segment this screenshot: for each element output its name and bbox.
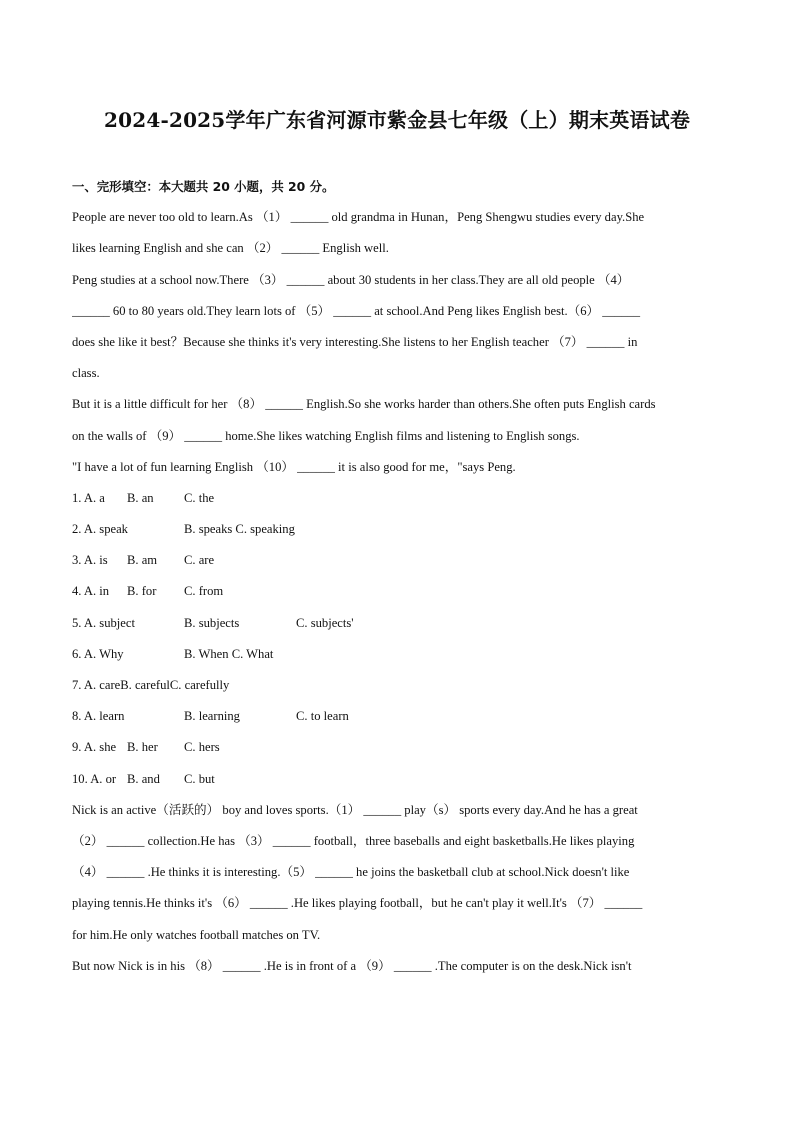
question-option-row [72,670,726,701]
passage-line: But now Nick is in his （8） ______ .He is in front of a （9） ______ .The computer is on the desk.Nick isn't [72,958,632,973]
option-b: B. an [127,490,154,505]
option-c: C. to learn [296,709,349,724]
passage-line: does she like it best？Because she thinks it's very interesting.She listens to her English teacher （7） ______ in [72,334,638,349]
option-c: C. subjects' [296,615,354,630]
option-b: B. her [127,740,158,755]
option-c: C. are [184,553,215,568]
question-option-row [72,701,726,732]
option-a: 1. A. a [72,490,105,505]
option-a: 10. A. or [72,771,117,786]
option-b: B. subjects [184,615,240,630]
question-option-row [72,483,726,514]
option-a: 2. A. speak [72,522,128,537]
passage-2 [72,795,726,982]
option-b: B. When C. What [184,646,274,661]
option-a: 7. A. careB. carefulC. carefully [72,678,230,692]
option-a: 9. A. she [72,740,117,755]
passage-line: on the walls of （9） ______ home.She likes watching English films and listening to English songs. [72,428,580,443]
passage-line: class. [72,366,100,381]
option-c: C. the [184,490,215,505]
option-b: B. speaks C. speaking [184,522,295,537]
passage-line: playing tennis.He thinks it's （6） ______ .He likes playing football，but he can't play it well.It's （7） ______ [72,896,643,911]
question-option-row [72,639,726,670]
passage-line: People are never too old to learn.As （1） ______ old grandma in Hunan，Peng Shengwu studies every day.She [72,210,645,225]
question-options [72,483,726,795]
option-a: 8. A. learn [72,709,125,724]
option-a: 3. A. is [72,553,108,568]
option-b: B. for [127,584,157,599]
section-heading: 一、完形填空：本大题共 20 小题，共 20 分。 [72,179,335,194]
passage-line: （4） ______ .He thinks it is interesting.（5） ______ he joins the basketball club at school.Nick doesn't like [72,865,630,880]
passage-line: likes learning English and she can （2） ______ English well. [72,241,389,256]
question-option-row [72,732,726,763]
passage-line: ______ 60 to 80 years old.They learn lots of （5） ______ at school.And Peng likes English best.（6） ______ [72,303,641,318]
passage-line: "I have a lot of fun learning English （10） ______ it is also good for me，"says Peng. [72,459,516,474]
passage-line: But it is a little difficult for her （8） ______ English.So she works harder than others.She often puts English cards [72,397,656,412]
question-option-row [72,514,726,545]
passage-line: Nick is an active（活跃的） boy and loves sports.（1） ______ play（s） sports every day.And he has a great [72,802,638,817]
exam-content [72,171,726,982]
option-a: 5. A. subject [72,615,135,630]
question-option-row [72,764,726,795]
option-a: 6. A. Why [72,646,124,661]
option-b: B. learning [184,709,240,724]
passage-1 [72,202,726,483]
option-a: 4. A. in [72,584,110,599]
option-c: C. but [184,771,215,786]
option-b: B. am [127,553,158,568]
passage-line: （2） ______ collection.He has （3） ______ football，three baseballs and eight basketballs.He likes playing [72,833,635,848]
question-option-row [72,608,726,639]
option-c: C. hers [184,740,220,755]
passage-line: for him.He only watches football matches on TV. [72,927,321,942]
option-c: C. from [184,584,224,599]
passage-line: Peng studies at a school now.There （3） ______ about 30 students in her class.They are all old people （4） [72,272,630,287]
exam-title: 2024-2025学年广东省河源市紫金县七年级（上）期末英语试卷 [103,108,691,132]
question-option-row [72,576,726,607]
question-option-row [72,545,726,576]
option-b: B. and [127,771,160,786]
